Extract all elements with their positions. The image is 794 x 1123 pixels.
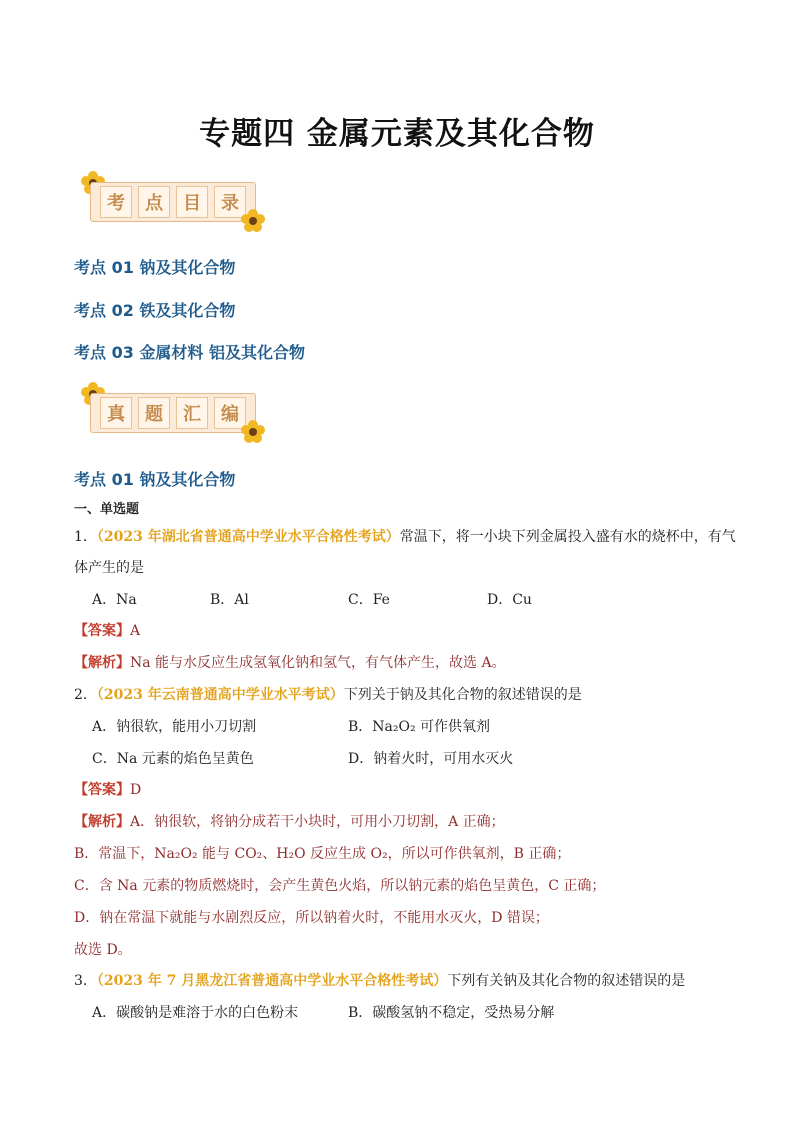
page-title: 专题四 金属元素及其化合物 xyxy=(199,116,595,152)
toc-banner xyxy=(76,172,266,236)
question-2-stem xyxy=(74,685,582,705)
analysis-line: B．常温下，Na₂O₂ 能与 CO₂、H₂O 反应生成 O₂，所以可作供氧剂，B 正确； xyxy=(74,846,571,862)
banner-char: 考 xyxy=(100,186,132,218)
banner-box xyxy=(90,393,256,433)
toc-item-01[interactable]: 考点 01 钠及其化合物 xyxy=(74,258,236,277)
analysis-text: Na 能与水反应生成氢氧化钠和氢气，有气体产生，故选 A。 xyxy=(130,655,506,671)
question-number: 2． xyxy=(74,687,97,703)
question-text: 常温下，将一小块下列金属投入盛有水的烧杯中，有气 xyxy=(399,529,736,545)
option-b: B．碳酸氢钠不稳定，受热易分解 xyxy=(348,1005,555,1021)
banner-box xyxy=(90,182,256,222)
option-a: A．Na xyxy=(92,592,137,608)
analysis-line: C．含 Na 元素的物质燃烧时，会产生黄色火焰，所以钠元素的焰色呈黄色，C 正确； xyxy=(74,878,606,894)
banner-char: 点 xyxy=(138,186,170,218)
answer-value: D xyxy=(130,782,142,798)
analysis-label: 【解析】 xyxy=(74,814,130,830)
option-a: A．碳酸钠是难溶于水的白色粉末 xyxy=(92,1005,299,1021)
question-1-stem xyxy=(74,527,736,547)
question-source: （2023 年湖北省普通高中学业水平合格性考试） xyxy=(96,529,400,545)
question-text: 下列关于钠及其化合物的叙述错误的是 xyxy=(343,687,582,703)
toc-item-02[interactable]: 考点 02 铁及其化合物 xyxy=(74,301,236,320)
banner-char: 汇 xyxy=(176,397,208,429)
option-c: C．Na 元素的焰色呈黄色 xyxy=(92,751,254,767)
option-d: D．钠着火时，可用水灭火 xyxy=(348,751,514,767)
answer xyxy=(74,621,140,641)
answer-value: A xyxy=(130,623,141,639)
question-number: 1． xyxy=(74,529,97,545)
real-questions-banner xyxy=(76,383,266,447)
banner-char: 录 xyxy=(214,186,246,218)
option-d: D．Cu xyxy=(487,592,532,608)
analysis xyxy=(74,653,506,673)
answer-label: 【答案】 xyxy=(74,623,130,639)
question-text: 下列有关钠及其化合物的叙述错误的是 xyxy=(447,973,686,989)
question-source: （2023 年云南普通高中学业水平考试） xyxy=(96,687,344,703)
analysis-text: A．钠很软，将钠分成若干小块时，可用小刀切割，A 正确； xyxy=(130,814,505,830)
banner-char: 真 xyxy=(100,397,132,429)
section-heading: 考点 01 钠及其化合物 xyxy=(74,470,236,489)
analysis-label: 【解析】 xyxy=(74,655,130,671)
answer xyxy=(74,780,141,800)
banner-char: 题 xyxy=(138,397,170,429)
flower-icon xyxy=(240,208,266,234)
answer-label: 【答案】 xyxy=(74,782,130,798)
option-b: B．Na₂O₂ 可作供氧剂 xyxy=(348,719,491,735)
option-a: A．钠很软，能用小刀切割 xyxy=(92,719,257,735)
flower-icon xyxy=(240,419,266,445)
analysis-line: D．钠在常温下就能与水剧烈反应，所以钠着火时，不能用水灭火，D 错误； xyxy=(74,910,549,926)
analysis-line: 故选 D。 xyxy=(74,942,132,958)
question-3-stem xyxy=(74,971,685,991)
analysis xyxy=(74,812,505,832)
banner-char: 目 xyxy=(176,186,208,218)
question-1-stem-cont: 体产生的是 xyxy=(74,560,144,576)
banner-char: 编 xyxy=(214,397,246,429)
toc-item-03[interactable]: 考点 03 金属材料 铝及其化合物 xyxy=(74,343,305,362)
question-number: 3． xyxy=(74,973,97,989)
question-type: 一、单选题 xyxy=(74,502,140,517)
option-c: C．Fe xyxy=(348,592,390,608)
question-source: （2023 年 7 月黑龙江省普通高中学业水平合格性考试） xyxy=(96,973,448,989)
option-b: B．Al xyxy=(210,592,249,608)
